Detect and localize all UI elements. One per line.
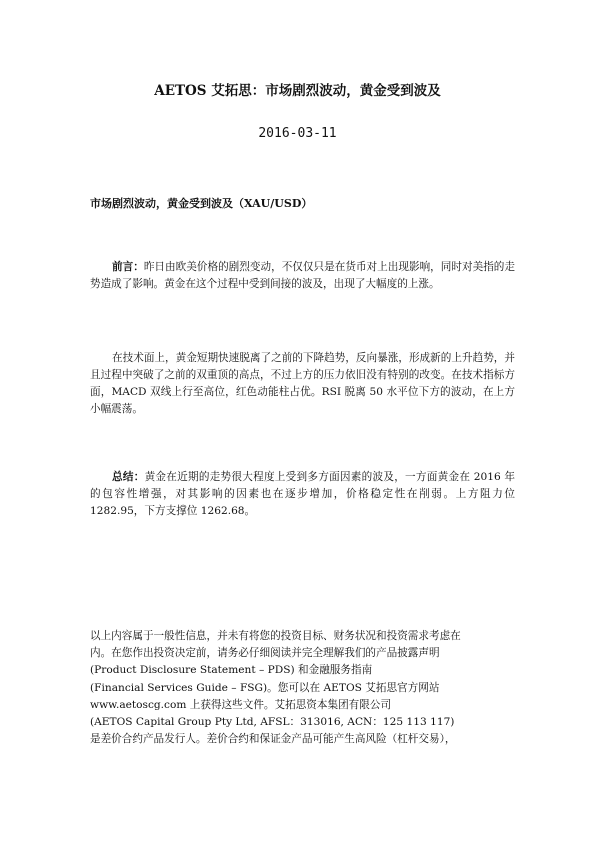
document-title: AETOS 艾拓思：市场剧烈波动，黄金受到波及 (154, 83, 441, 99)
disclaimer-line: (Financial Services Guide – FSG)。您可以在 AETOS 艾拓思官方网站 (90, 681, 440, 694)
section-subtitle: 市场剧烈波动，黄金受到波及（XAU/USD） (90, 197, 313, 210)
intro-paragraph (90, 259, 515, 293)
summary-text: 黄金在近期的走势很大程度上受到多方面因素的波及，一方面黄金在 2016 年的包容性增强，对其影响的因素也在逐步增加，价格稳定性在削弱。上方阻力位 1282.95，下方支撑位 1262.68。 (90, 471, 515, 517)
summary-paragraph (90, 469, 515, 520)
disclaimer-line: 以上内容属于一般性信息，并未有将您的投资目标、财务状况和投资需求考虑在 (90, 630, 461, 642)
summary-label: 总结： (112, 471, 145, 483)
intro-text: 昨日由欧美价格的剧烈变动，不仅仅只是在货币对上出现影响，同时对美指的走势造成了影响。黄金在这个过程中受到间接的波及，出现了大幅度的上涨。 (90, 261, 516, 290)
disclaimer-line: 内。在您作出投资决定前，请务必仔细阅读并完全理解我们的产品披露声明 (90, 647, 440, 660)
technical-paragraph (90, 350, 515, 418)
intro-label: 前言： (112, 261, 144, 273)
disclaimer-line: 是差价合约产品发行人。差价合约和保证金产品可能产生高风险（杠杆交易）， (90, 733, 456, 746)
disclaimer-line: (AETOS Capital Group Pty Ltd, AFSL：313016, ACN：125 113 117) (90, 716, 455, 729)
disclaimer-line: www.aetoscg.com 上获得这些文件。艾拓思资本集团有限公司 (90, 698, 392, 711)
technical-text: 在技术面上，黄金短期快速脱离了之前的下降趋势，反向暴涨，形成新的上升趋势，并且过程中突破了之前的双重顶的高点，不过上方的压力依旧没有特别的改变。在技术指标方面，MACD 双线上行至高位，红色动能柱占优。RSI 脱离 50 水平位下方的波动，在上方小幅震荡。 (90, 352, 515, 415)
document-date: 2016-03-11 (258, 126, 337, 141)
disclaimer-block (90, 628, 515, 748)
disclaimer-line: (Product Disclosure Statement – PDS) 和金融服务指南 (90, 664, 373, 677)
